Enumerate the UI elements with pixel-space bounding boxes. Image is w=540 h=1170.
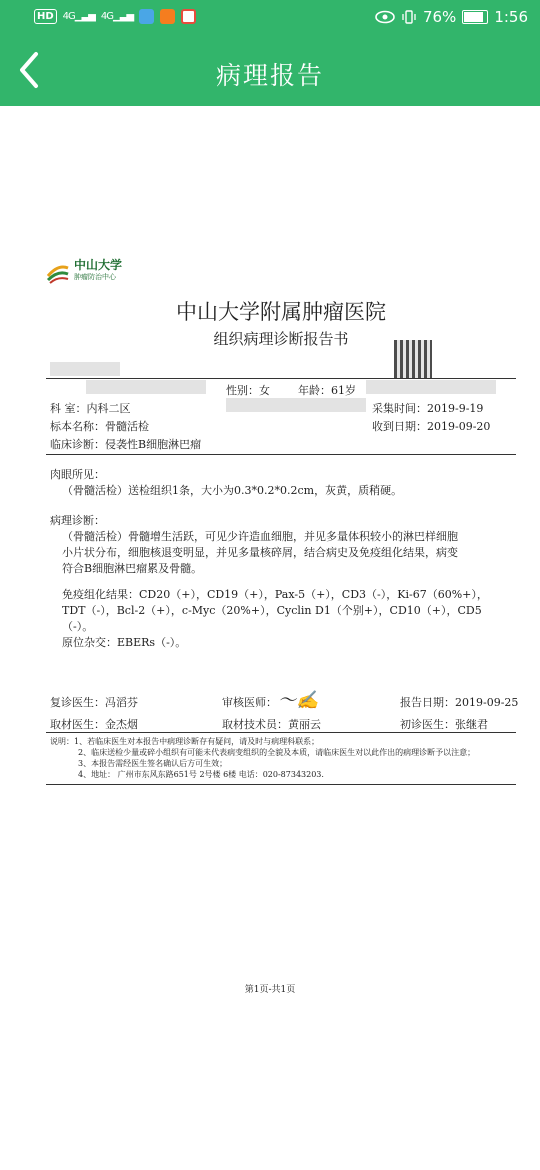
page-number: 第1页-共1页 (244, 985, 296, 995)
status-bar (0, 0, 540, 36)
sampling-doctor: 取材医生：金杰烟 (50, 718, 138, 731)
document-type: 组织病理诊断报告书 (213, 330, 349, 348)
battery-percent: 76% (422, 8, 457, 26)
battery-fill (464, 12, 482, 22)
page-title: 病理报告 (215, 61, 324, 90)
checker-label: 审核医师： (222, 696, 277, 709)
department-field: 科 室：内科二区 (50, 402, 131, 415)
diagnosis-title: 病理诊断： (50, 514, 105, 527)
sample-time-field: 采集时间：2019-9-19 (372, 402, 484, 415)
pathology-report-document (46, 240, 519, 800)
clinical-diagnosis-field: 临床诊断：侵袭性B细胞淋巴瘤 (50, 438, 202, 451)
specimen-field: 标本名称：骨髓活检 (50, 420, 149, 433)
status-right (375, 8, 528, 26)
divider-2 (46, 454, 516, 455)
divider-3 (46, 732, 516, 733)
clock: 1:56 (494, 8, 528, 26)
logo-mark-icon (46, 258, 70, 284)
app-icon-colorful (181, 9, 196, 24)
checker-signature: 〜✍ (278, 690, 319, 711)
qr-code-icon (394, 340, 432, 378)
note-1: 说明：1、若临床医生对本报告中病理诊断存有疑问，请及时与病理科联系； (50, 737, 320, 746)
diagnosis-line-3: 符合B细胞淋巴瘤累及骨髓。 (62, 562, 203, 575)
note-4: 4、地址： 广州市东风东路651号 2号楼 6楼 电话：020-87343203. (78, 770, 324, 779)
review-doctor: 复诊医生：冯滔芬 (50, 696, 138, 709)
redacted-id (86, 380, 206, 394)
report-date: 报告日期：2019-09-25 (400, 696, 519, 709)
signal-icon-2: 4G▁▃▅ (100, 11, 134, 22)
eye-icon (375, 10, 395, 24)
signal-icon-1: 4G▁▃▅ (62, 11, 95, 22)
note-2: 2、临床送检少量或碎小组织有可能未代表病变组织的全貌及本质，请临床医生对以此作出的病理诊断予以注意； (78, 748, 476, 757)
diagnosis-line-2: 小片状分布，细胞核退变明显，并见多量核碎屑，结合病史及免疫组化结果，病变 (62, 546, 458, 559)
diagnosis-line-1: （骨髓活检）骨髓增生活跃，可见少许造血细胞，并见多量体积较小的淋巴样细胞 (62, 530, 458, 543)
age-field: 年龄：61岁 (298, 384, 356, 397)
vibrate-icon (401, 9, 417, 25)
gross-text: （骨髓活检）送检组织1条，大小为0.3*0.2*0.2cm，灰黄，质稍硬。 (62, 484, 403, 497)
status-left (34, 9, 196, 24)
ish-line: 原位杂交：EBERs（-）。 (62, 636, 187, 649)
ihc-line-1: 免疫组化结果：CD20（+），CD19（+），Pax-5（+），CD3（-），Ki-67（60%+）， (62, 588, 488, 601)
logo-name: 中山大学 (74, 258, 123, 272)
ihc-line-2: TDT（-），Bcl-2（+），c-Myc（20%+），Cyclin D1（个别+），CD10（+），CD5 (62, 604, 482, 617)
hd-badge: HD (34, 9, 57, 24)
battery-icon (462, 10, 488, 24)
app-icon-orange (160, 9, 175, 24)
logo-subtitle: 肿瘤防治中心 (74, 273, 116, 281)
redacted-info (226, 398, 366, 412)
app-header (0, 36, 540, 106)
divider-bottom (46, 784, 516, 785)
telegram-icon (139, 9, 154, 24)
gross-title: 肉眼所见： (50, 468, 105, 481)
first-doctor: 初诊医生：张继君 (400, 718, 488, 731)
hospital-name: 中山大学附属肿瘤医院 (176, 300, 386, 324)
sampling-technician: 取材技术员：黄丽云 (222, 718, 321, 731)
redacted-name (50, 362, 120, 376)
gender-field: 性别：女 (226, 384, 270, 397)
divider-top (46, 378, 516, 379)
ihc-line-3: （-）。 (62, 620, 94, 633)
hospital-logo (46, 254, 136, 288)
redacted-bed (366, 380, 496, 394)
note-3: 3、本报告需经医生签名确认后方可生效； (78, 759, 228, 768)
received-date-field: 收到日期：2019-09-20 (372, 420, 491, 433)
